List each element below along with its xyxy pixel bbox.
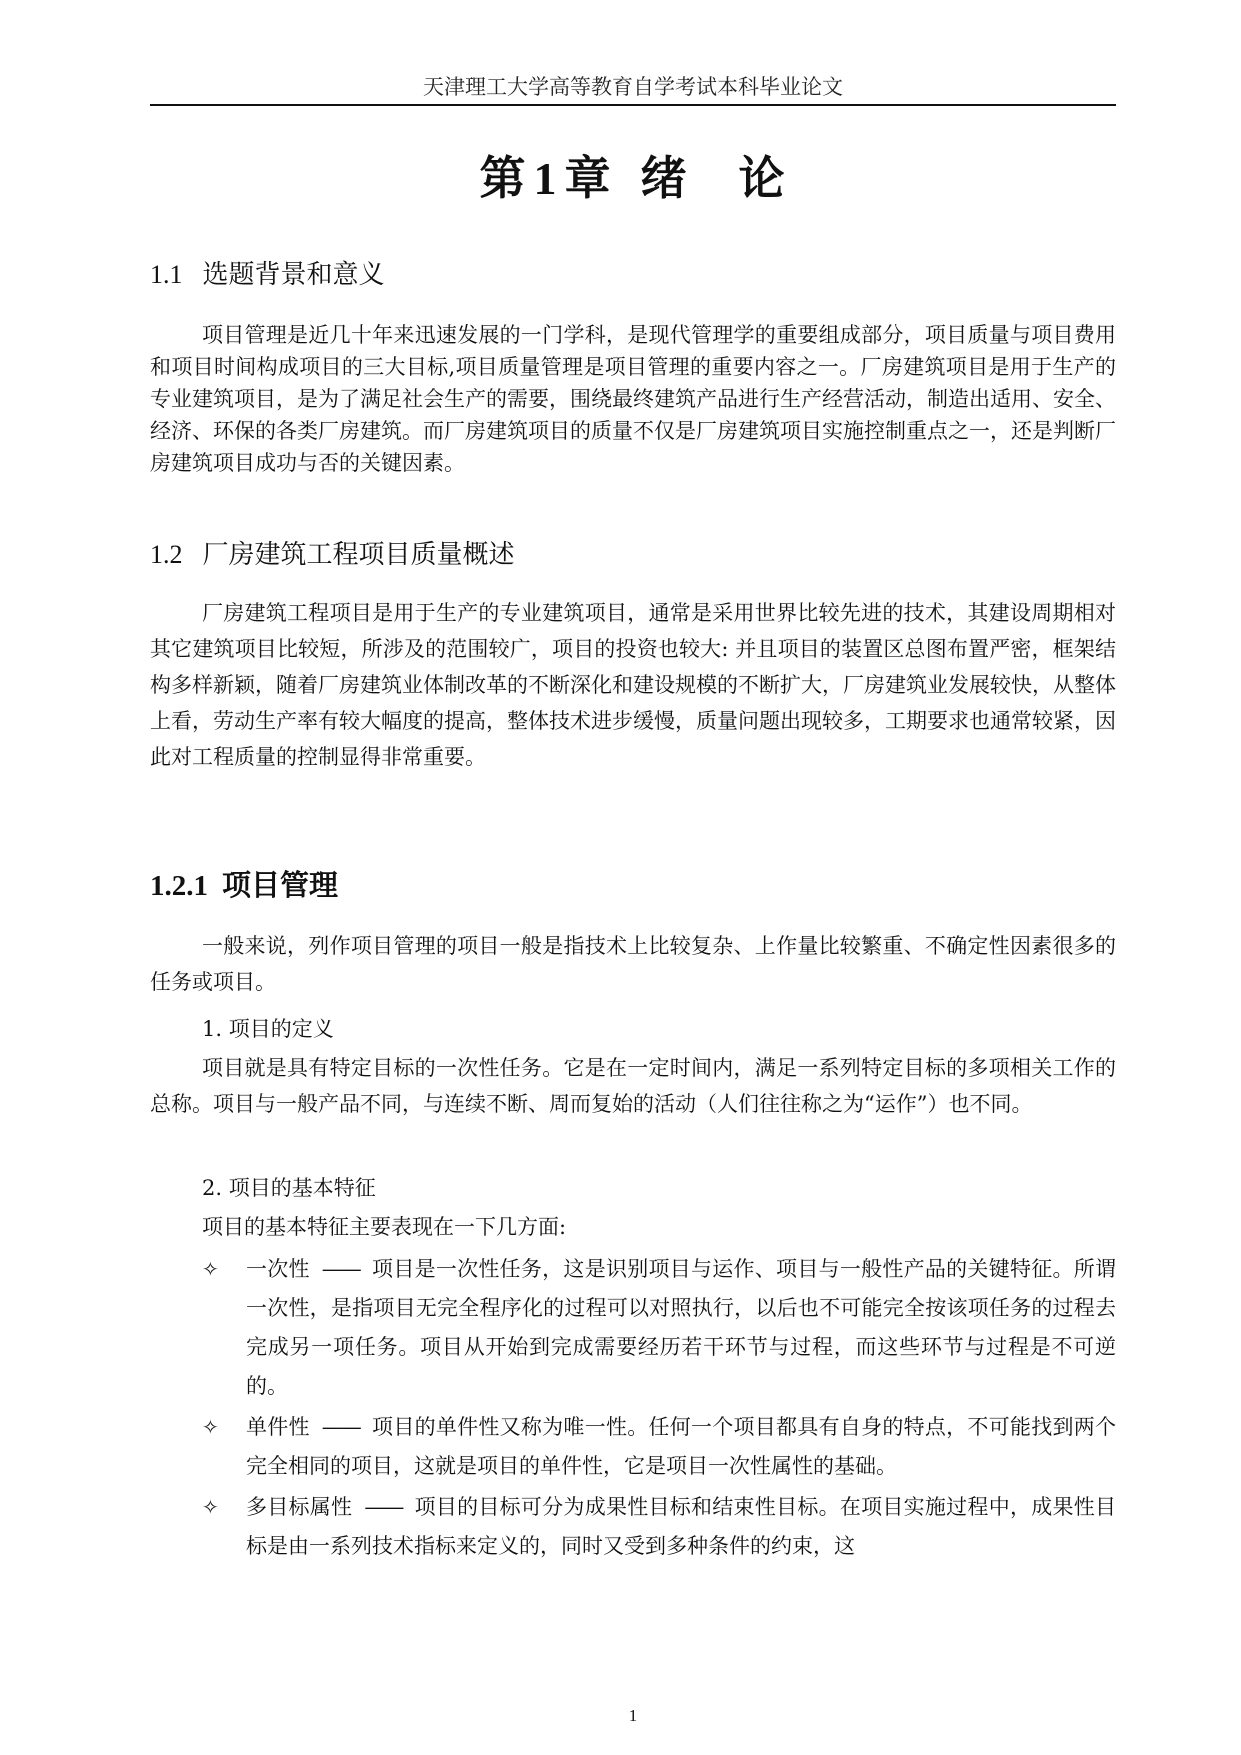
subsection-intro-paragraph: 一般来说，列作项目管理的项目一般是指技术上比较复杂、上作量比较繁重、不确定性因素很多的任务或项目。 bbox=[150, 934, 1116, 994]
section-heading-1-1 bbox=[150, 258, 385, 292]
bullet-term: 多目标属性 bbox=[246, 1495, 353, 1519]
bullet-dash: —— bbox=[321, 1415, 360, 1439]
section-number: 1.1 bbox=[150, 260, 183, 289]
bullet-text: 项目的目标可分为成果性目标和结束性目标。在项目实施过程中，成果性目标是由一系列技术指标来定义的，同时又受到多种条件的约束，这 bbox=[246, 1495, 1117, 1558]
diamond-bullet-icon: ✧ bbox=[202, 1415, 219, 1439]
chapter-label-suffix: 章 bbox=[564, 151, 613, 205]
chapter-title bbox=[150, 150, 1116, 207]
chapter-label-prefix: 第 bbox=[479, 151, 528, 205]
item-characteristics-intro: 项目的基本特征主要表现在一下几方面: bbox=[202, 1215, 567, 1239]
item-heading-definition: 1. 项目的定义 bbox=[202, 1017, 334, 1041]
header-rule bbox=[150, 104, 1116, 106]
subsection-title: 项目管理 bbox=[222, 868, 339, 902]
bullet-term: 一次性 bbox=[246, 1257, 310, 1281]
bullet-dash: —— bbox=[321, 1257, 360, 1281]
page-number: 1 bbox=[628, 1706, 638, 1725]
section-1-1-paragraph: 项目管理是近几十年来迅速发展的一门学科，是现代管理学的重要组成部分，项目质量与项目费用和项目时间构成项目的三大目标,项目质量管理是项目管理的重要内容之一。厂房建筑项目是用于生产的专业建筑项目，是为了满足社会生产的需要，围绕最终建筑产品进行生产经营活动，制造出适用、安全、经济、环保的各类厂房建筑。而厂房建筑项目的质量不仅是厂房建筑项目实施控制重点之一，还是判断厂房建筑项目成功与否的关键因素。 bbox=[150, 323, 1116, 475]
bullet-dash: —— bbox=[364, 1495, 403, 1519]
diamond-bullet-icon: ✧ bbox=[202, 1257, 219, 1281]
chapter-number: 1 bbox=[533, 153, 559, 204]
item-definition-paragraph: 项目就是具有特定目标的一次性任务。它是在一定时间内，满足一系列特定目标的多项相关工作的总称。项目与一般产品不同，与连续不断、周而复始的活动（人们往往称之为“运作”）也不同。 bbox=[150, 1056, 1116, 1116]
running-header: 天津理工大学高等教育自学考试本科毕业论文 bbox=[423, 75, 843, 99]
chapter-title-part1: 绪 bbox=[640, 151, 689, 205]
subsection-heading-1-2-1 bbox=[150, 866, 338, 905]
bullet-term: 单件性 bbox=[246, 1415, 310, 1439]
section-title: 选题背景和意义 bbox=[202, 260, 385, 290]
subsection-number: 1.2.1 bbox=[150, 870, 208, 902]
bullet-text: 项目是一次性任务，这是识别项目与运作、项目与一般性产品的关键特征。所谓一次性，是指项目无完全程序化的过程可以对照执行，以后也不可能完全按该项任务的过程去完成另一项任务。项目从开始到完成需要经历若干环节与过程，而这些环节与过程是不可逆的。 bbox=[246, 1257, 1117, 1398]
list-item bbox=[150, 1488, 1116, 1566]
list-item bbox=[150, 1408, 1116, 1486]
list-item bbox=[150, 1250, 1116, 1406]
chapter-title-part2: 论 bbox=[738, 151, 787, 205]
section-1-2-paragraph: 厂房建筑工程项目是用于生产的专业建筑项目，通常是采用世界比较先进的技术，其建设周期相对其它建筑项目比较短，所涉及的范围较广，项目的投资也较大: 并且项目的装置区总图布置严密，框架结构多样新颖，随着厂房建筑业体制改革的不断深化和建设规模的不断扩大，厂房建筑业发展较快，从整体上看，劳动生产率有较大幅度的提高，整体技术进步缓慢，质量问题出现较多，工期要求也通常较紧，因此对工程质量的控制显得非常重要。 bbox=[150, 601, 1116, 769]
bullet-text: 项目的单件性又称为唯一性。任何一个项目都具有自身的特点，不可能找到两个完全相同的项目，这就是项目的单件性，它是项目一次性属性的基础。 bbox=[246, 1415, 1117, 1478]
diamond-bullet-icon: ✧ bbox=[202, 1495, 219, 1519]
section-heading-1-2 bbox=[150, 538, 515, 572]
characteristics-list bbox=[150, 1250, 1116, 1568]
section-number: 1.2 bbox=[150, 540, 183, 569]
section-title: 厂房建筑工程项目质量概述 bbox=[202, 540, 515, 570]
item-heading-characteristics: 2. 项目的基本特征 bbox=[202, 1176, 376, 1200]
